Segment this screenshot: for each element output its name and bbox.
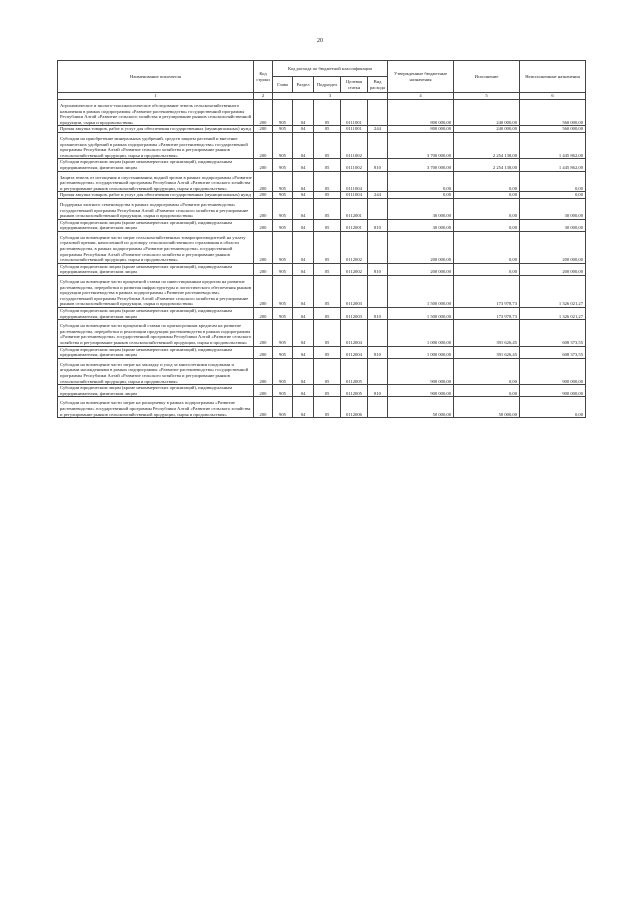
cell-name: Субсидии на возмещение части процентной ставки по инвестиционным кредитам на развитие растениеводства, переработки и развития инфраструктуры и логистического обеспечения рынков продукции растениеводства в рамках подпрограммы «Развитие растениеводства» государственной программы Республики Алтай «Развитие сельского хозяйства и регулирование рынков сельскохозяйственной продукции, сырья и продовольствия»: [58, 276, 254, 308]
table-body: [58, 100, 586, 418]
cell-name: Поддержка элитного семеноводства в рамках подпрограммы «Развитие растениеводства» государственной программы Республики Алтай «Развитие сельского хозяйства и регулирование рынков сельскохозяйственной продукции, сырья и продовольствия»: [58, 198, 254, 219]
col-header-budget-code: Код расхода по бюджетной классификации: [273, 61, 388, 77]
cell-podrazdel: 05: [314, 358, 341, 384]
cell-approved: 1 500 000,00: [388, 276, 454, 308]
cell-razdel: 04: [293, 358, 314, 384]
page-number: 20: [317, 38, 323, 44]
cell-approved: 900 000,00: [388, 358, 454, 384]
table-row: [58, 385, 586, 397]
cell-unexecuted: 1 326 021,27: [520, 276, 586, 308]
cell-podrazdel: 05: [314, 263, 341, 275]
cell-name: Субсидии на возмещение части затрат сельскохозяйственных товаропроизводителей на уплату страховой премии, начисленной по договору сельскохозяйственного страхования в области растениеводства, в рамках подпрограммы «Развитие растениеводства» государственной программы Республики Алтай «Развитие сельского хозяйства и регулирование рынков сельскохозяйственной продукции, сырья и продовольствия»: [58, 231, 254, 263]
cell-executed: 2 254 138,00: [454, 132, 520, 158]
cell-razdel: 04: [293, 171, 314, 192]
col-header-name: Наименование показателя: [58, 61, 254, 93]
cell-vid: [368, 171, 388, 192]
cell-glava: 905: [273, 276, 293, 308]
cell-glava: 905: [273, 385, 293, 397]
cell-approved: 50 000,00: [388, 397, 454, 418]
cell-statya: 0111001: [341, 100, 368, 126]
cell-name: Субсидии юридическим лицам (кроме некоммерческих организаций), индивидуальным предпринимателям, физическим лицам: [58, 385, 254, 397]
cell-statya: 0112001: [341, 219, 368, 231]
table-row: [58, 397, 586, 418]
cell-vid: 810: [368, 308, 388, 320]
cell-approved: 0,00: [388, 171, 454, 192]
cell-unexecuted: 200 000,00: [520, 263, 586, 275]
cell-unexecuted: 560 000,00: [520, 100, 586, 126]
cell-glava: 905: [273, 320, 293, 346]
cell-code: 200: [254, 198, 273, 219]
cell-podrazdel: 05: [314, 198, 341, 219]
cell-executed: 173 978,73: [454, 276, 520, 308]
cell-approved: 1 000 000,00: [388, 320, 454, 346]
col-header-statya: Целевая статья: [341, 77, 368, 93]
cell-razdel: 04: [293, 320, 314, 346]
cell-podrazdel: 05: [314, 159, 341, 171]
col-number: 4: [388, 93, 454, 100]
cell-glava: 905: [273, 132, 293, 158]
cell-statya: 0112006: [341, 397, 368, 418]
cell-approved: 1 000 000,00: [388, 346, 454, 358]
cell-executed: 0,00: [454, 171, 520, 192]
cell-name: Агрохимическое и эколого-токсикологическое обследование земель сельскохозяйственного назначения в рамках подпрограммы «Развитие растениеводства» государственной программы Республики Алтай «Развитие сельского хозяйства и регулирование рынков сельскохозяйственной продукции, сырья и продовольствия»: [58, 100, 254, 126]
cell-code: 200: [254, 263, 273, 275]
cell-unexecuted: 900 000,00: [520, 358, 586, 384]
cell-statya: 0111004: [341, 171, 368, 192]
cell-name: Прочая закупка товаров, работ и услуг для обеспечения государственных (муниципальных) нужд: [58, 192, 254, 199]
table-row: [58, 192, 586, 199]
cell-glava: 905: [273, 198, 293, 219]
cell-vid: [368, 397, 388, 418]
cell-unexecuted: 1 445 862,00: [520, 159, 586, 171]
cell-vid: [368, 198, 388, 219]
cell-executed: 0,00: [454, 385, 520, 397]
cell-vid: 244: [368, 192, 388, 199]
table-row: [58, 159, 586, 171]
table-row: [58, 219, 586, 231]
cell-podrazdel: 05: [314, 219, 341, 231]
cell-unexecuted: 0,00: [520, 397, 586, 418]
col-header-razdel: Раздел: [293, 77, 314, 93]
cell-vid: 810: [368, 263, 388, 275]
cell-razdel: 04: [293, 263, 314, 275]
cell-glava: 905: [273, 358, 293, 384]
cell-podrazdel: 05: [314, 231, 341, 263]
cell-razdel: 04: [293, 132, 314, 158]
cell-razdel: 04: [293, 198, 314, 219]
cell-podrazdel: 05: [314, 100, 341, 126]
cell-statya: 0112004: [341, 346, 368, 358]
col-header-vid: Вид расхода: [368, 77, 388, 93]
cell-vid: [368, 132, 388, 158]
cell-executed: 0,00: [454, 231, 520, 263]
cell-approved: 0,00: [388, 192, 454, 199]
cell-vid: [368, 100, 388, 126]
cell-approved: 1 500 000,00: [388, 308, 454, 320]
cell-vid: 244: [368, 126, 388, 133]
col-number: 2: [254, 93, 273, 100]
cell-unexecuted: 30 000,00: [520, 198, 586, 219]
col-header-approved: Утвержденные бюджетные назначения: [388, 61, 454, 93]
cell-vid: 810: [368, 385, 388, 397]
cell-name: Субсидии юридическим лицам (кроме некоммерческих организаций), индивидуальным предпринимателям, физическим лицам: [58, 219, 254, 231]
table-row: [58, 320, 586, 346]
cell-code: 200: [254, 308, 273, 320]
cell-podrazdel: 05: [314, 308, 341, 320]
cell-glava: 905: [273, 263, 293, 275]
table-row: [58, 263, 586, 275]
cell-executed: 0,00: [454, 198, 520, 219]
cell-code: 200: [254, 358, 273, 384]
cell-statya: 0112005: [341, 385, 368, 397]
cell-name: Субсидии юридическим лицам (кроме некоммерческих организаций), индивидуальным предпринимателям, физическим лицам: [58, 308, 254, 320]
cell-executed: 0,00: [454, 219, 520, 231]
table-row: [58, 132, 586, 158]
cell-podrazdel: 05: [314, 385, 341, 397]
cell-podrazdel: 05: [314, 346, 341, 358]
cell-unexecuted: 900 000,00: [520, 385, 586, 397]
cell-executed: 2 254 138,00: [454, 159, 520, 171]
cell-statya: 0112002: [341, 263, 368, 275]
col-number: 1: [58, 93, 254, 100]
cell-vid: 810: [368, 346, 388, 358]
cell-vid: [368, 320, 388, 346]
cell-vid: 810: [368, 159, 388, 171]
cell-unexecuted: 0,00: [520, 192, 586, 199]
col-number: 6: [520, 93, 586, 100]
cell-podrazdel: 05: [314, 126, 341, 133]
cell-vid: [368, 231, 388, 263]
cell-unexecuted: 608 373,55: [520, 346, 586, 358]
cell-code: 200: [254, 397, 273, 418]
table-row: [58, 308, 586, 320]
cell-statya: 0112003: [341, 276, 368, 308]
cell-code: 200: [254, 276, 273, 308]
cell-approved: 200 000,00: [388, 231, 454, 263]
cell-statya: 0111004: [341, 192, 368, 199]
cell-name: Субсидии юридическим лицам (кроме некоммерческих организаций), индивидуальным предпринимателям, физическим лицам: [58, 263, 254, 275]
cell-unexecuted: 200 000,00: [520, 231, 586, 263]
col-header-executed: Исполнение: [454, 61, 520, 93]
cell-podrazdel: 05: [314, 171, 341, 192]
cell-name: Защита земель от истощения и опустынивания, водной эрозии в рамках подпрограммы «Развитие растениеводства» государственной программы Республики Алтай «Развитие сельского хозяйства и регулирование рынков сельскохозяйственной продукции, сырья и продовольствия»: [58, 171, 254, 192]
cell-statya: 0112003: [341, 308, 368, 320]
cell-razdel: 04: [293, 192, 314, 199]
cell-code: 200: [254, 219, 273, 231]
cell-razdel: 04: [293, 231, 314, 263]
table-row: [58, 358, 586, 384]
budget-execution-table: [57, 60, 586, 418]
cell-code: 200: [254, 100, 273, 126]
cell-glava: 905: [273, 159, 293, 171]
cell-razdel: 04: [293, 126, 314, 133]
cell-podrazdel: 05: [314, 397, 341, 418]
cell-glava: 905: [273, 346, 293, 358]
table-row: [58, 198, 586, 219]
cell-executed: 0,00: [454, 192, 520, 199]
table-row: [58, 100, 586, 126]
cell-name: Субсидии на возмещение части процентной ставки по краткосрочным кредитам на развитие растениеводства, переработки и реализации продукции растениеводства в рамках подпрограммы «Развитие растениеводства» государственной программы Республики Алтай «Развитие сельского хозяйства и регулирование рынков сельскохозяйственной продукции, сырья и продовольствия»: [58, 320, 254, 346]
cell-glava: 905: [273, 171, 293, 192]
cell-statya: 0112004: [341, 320, 368, 346]
cell-executed: 173 978,73: [454, 308, 520, 320]
cell-glava: 905: [273, 100, 293, 126]
cell-statya: 0112001: [341, 198, 368, 219]
cell-glava: 905: [273, 192, 293, 199]
col-header-unexecuted: Неисполненные назначения: [520, 61, 586, 93]
cell-podrazdel: 05: [314, 320, 341, 346]
cell-statya: 0112005: [341, 358, 368, 384]
cell-vid: [368, 276, 388, 308]
cell-razdel: 04: [293, 308, 314, 320]
col-number: 3: [273, 93, 388, 100]
cell-unexecuted: 1 326 021,27: [520, 308, 586, 320]
cell-approved: 30 000,00: [388, 219, 454, 231]
cell-approved: 200 000,00: [388, 263, 454, 275]
cell-glava: 905: [273, 126, 293, 133]
cell-vid: [368, 358, 388, 384]
cell-name: Субсидии на приобретение минеральных удобрений, средств защиты растений и внесение органических удобрений в рамках подпрограммы «Развитие растениеводства» государственной программы Республики Алтай «Развитие сельского хозяйства и регулирование рынков сельскохозяйственной продукции, сырья и продовольствия»: [58, 132, 254, 158]
cell-glava: 905: [273, 219, 293, 231]
col-header-line-code: Код строки: [254, 61, 273, 93]
cell-razdel: 04: [293, 159, 314, 171]
cell-executed: 50 000,00: [454, 397, 520, 418]
cell-glava: 905: [273, 231, 293, 263]
cell-razdel: 04: [293, 385, 314, 397]
cell-podrazdel: 05: [314, 132, 341, 158]
cell-statya: 0112002: [341, 231, 368, 263]
cell-code: 200: [254, 192, 273, 199]
cell-name: Субсидии на возмещение части затрат на закладку и уход за многолетними плодовыми и ягодными насаждениями в рамках подпрограммы «Развитие растениеводства» государственной программы Республики Алтай «Развитие сельского хозяйства и регулирование рынков сельскохозяйственной продукции, сырья и продовольствия»: [58, 358, 254, 384]
cell-unexecuted: 0,00: [520, 171, 586, 192]
cell-approved: 30 000,00: [388, 198, 454, 219]
cell-unexecuted: 608 373,55: [520, 320, 586, 346]
cell-unexecuted: 560 000,00: [520, 126, 586, 133]
cell-statya: 0111002: [341, 159, 368, 171]
cell-code: 200: [254, 159, 273, 171]
table-row: [58, 276, 586, 308]
cell-executed: 240 000,00: [454, 126, 520, 133]
cell-razdel: 04: [293, 219, 314, 231]
cell-executed: 391 626,45: [454, 320, 520, 346]
cell-glava: 905: [273, 397, 293, 418]
cell-name: Субсидии юридическим лицам (кроме некоммерческих организаций), индивидуальным предпринимателям, физическим лицам: [58, 346, 254, 358]
col-header-glava: Глава: [273, 77, 293, 93]
cell-code: 200: [254, 320, 273, 346]
cell-razdel: 04: [293, 100, 314, 126]
cell-code: 200: [254, 171, 273, 192]
cell-razdel: 04: [293, 276, 314, 308]
cell-approved: 800 000,00: [388, 100, 454, 126]
cell-name: Субсидии юридическим лицам (кроме некоммерческих организаций), индивидуальным предпринимателям, физическим лицам: [58, 159, 254, 171]
cell-approved: 3 700 000,00: [388, 159, 454, 171]
cell-unexecuted: 30 000,00: [520, 219, 586, 231]
cell-razdel: 04: [293, 346, 314, 358]
cell-podrazdel: 05: [314, 192, 341, 199]
cell-code: 200: [254, 385, 273, 397]
cell-vid: 810: [368, 219, 388, 231]
cell-statya: 0111001: [341, 126, 368, 133]
cell-approved: 900 000,00: [388, 385, 454, 397]
cell-approved: 3 700 000,00: [388, 132, 454, 158]
table-row: [58, 171, 586, 192]
cell-executed: 240 000,00: [454, 100, 520, 126]
cell-code: 200: [254, 346, 273, 358]
cell-glava: 905: [273, 308, 293, 320]
col-header-podrazdel: Подраздел: [314, 77, 341, 93]
cell-code: 200: [254, 132, 273, 158]
cell-executed: 391 626,45: [454, 346, 520, 358]
cell-razdel: 04: [293, 397, 314, 418]
col-number: 5: [454, 93, 520, 100]
cell-code: 200: [254, 126, 273, 133]
table-row: [58, 126, 586, 133]
cell-executed: 0,00: [454, 263, 520, 275]
table-row: [58, 231, 586, 263]
cell-podrazdel: 05: [314, 276, 341, 308]
cell-statya: 0111002: [341, 132, 368, 158]
table-row: [58, 346, 586, 358]
cell-executed: 0,00: [454, 358, 520, 384]
cell-name: Прочая закупка товаров, работ и услуг для обеспечения государственных (муниципальных) нужд: [58, 126, 254, 133]
cell-approved: 800 000,00: [388, 126, 454, 133]
cell-code: 200: [254, 231, 273, 263]
cell-name: Субсидии на возмещение части затрат на раскорчевку в рамках подпрограммы «Развитие растениеводства» государственной программы Республики Алтай «Развитие сельского хозяйства и регулирование рынков сельскохозяйственной продукции, сырья и продовольствия»: [58, 397, 254, 418]
cell-unexecuted: 1 445 862,00: [520, 132, 586, 158]
